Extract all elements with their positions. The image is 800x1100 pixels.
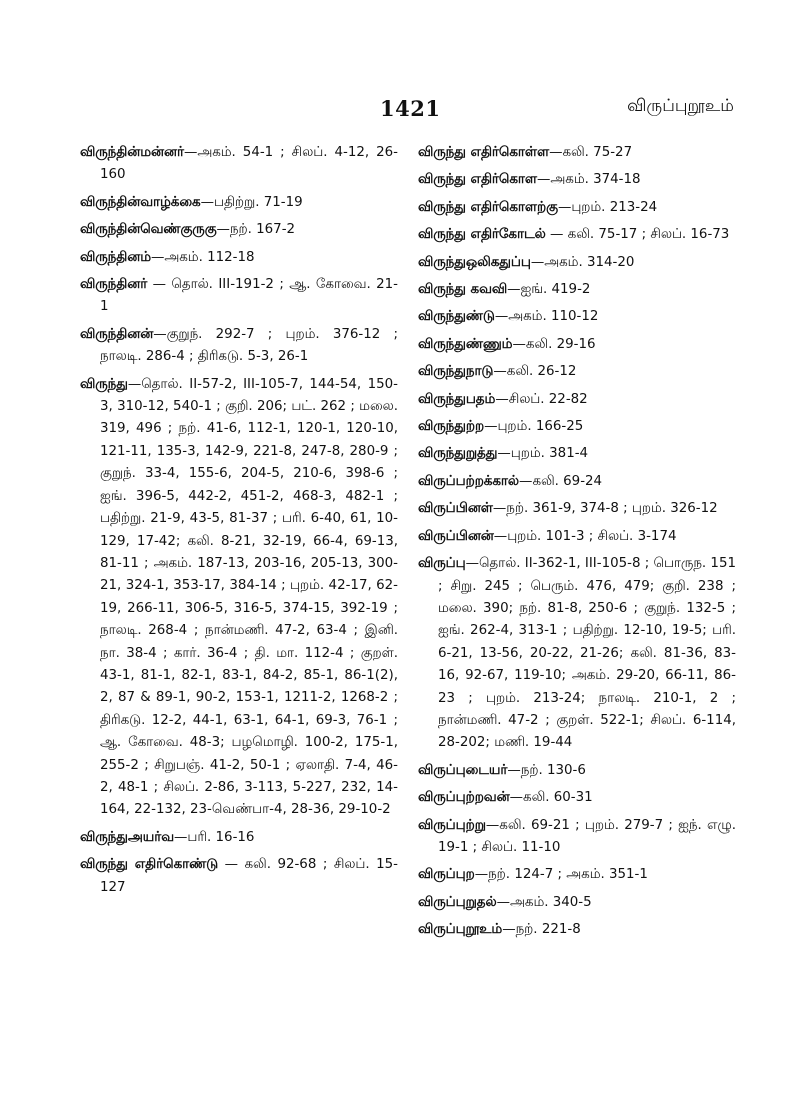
entry-references: —தொல். II-57-2, III-105-7, 144-54, 150-3, 310-12, 540-1 ; குறி. 206; பட். 262 ; மலை. 319, 496 ; நற். 41-6, 112-1, 120-1, 120-10, 121-11, 135-3, 142-9, 221-8, 247-8, 280-9 ; குறுந். 33-4, 155-6, 204-5, 210-6, 398-6 ; ஐங். 396-5, 442-2, 451-2, 468-3, 482-1 ; பதிற்று. 21-9, 43-5, 81-37 ; பரி. 6-40, 61, 10-129, 17-42; கலி. 8-21, 32-19, 66-4, 69-13, 81-11 ; அகம். 187-13, 203-16, 205-13, 300-21, 324-1, 353-17, 384-14 ; புறம். 42-17, 62-19, 266-11, 306-5, 316-5, 374-15, 392-19 ; நாலடி. 268-4 ; நான்மணி. 47-2, 63-4 ; இனி. நா. 38-4 ; கார். 36-4 ; தி. மா. 112-4 ; குறள். 43-1, 81-1, 82-1, 83-1, 84-2, 85-1, 86-1(2), 2, 87 & 89-1, 90-2, 153-1, 1211-2, 1268-2 ; திரிகடு. 12-2, 44-1, 63-1, 64-1, 69-3, 76-1 ; ஆ. கோவை. 48-3; பழமொழி. 100-2, 175-1, 255-2 ; சிறுபஞ். 41-2, 50-1 ; ஏலாதி. 7-4, 46-2, 48-1 ; சிலப். 2-86, 3-113, 5-227, 232, 14-164, 22-132, 23-வெண்பா-4, 28-36, 29-10-2: [100, 376, 398, 818]
entry-headword: விருந்துபதம்: [418, 391, 496, 407]
left-column: [80, 142, 398, 904]
entry-references: —பதிற்று. 71-19: [200, 194, 303, 210]
entry-references: —புறம். 381-4: [497, 446, 589, 462]
index-entry: [80, 374, 398, 822]
entry-references: —கலி. 29-16: [512, 336, 596, 352]
entry-references: —புறம். 101-3 ; சிலப். 3-174: [493, 528, 677, 544]
entry-headword: விருப்பற்றக்கால்: [418, 473, 520, 489]
entry-headword: விருந்துநாடு: [418, 364, 494, 380]
entry-headword: விருந்து எதிர்கொள்ள: [418, 145, 550, 160]
index-entry: [418, 864, 736, 886]
index-entry: [418, 142, 736, 164]
index-entry: [418, 443, 736, 465]
entry-headword: விருந்தின்மன்னர்: [80, 145, 184, 160]
entry-headword: விருந்து கவவி: [418, 282, 508, 298]
index-entry: [80, 247, 398, 269]
index-entry: [418, 760, 736, 782]
entry-headword: விருந்தின்வாழ்க்கை: [80, 194, 201, 210]
index-entry: [80, 192, 398, 214]
entry-headword: விருந்து எதிர்கொள: [418, 172, 537, 188]
index-entry: [418, 416, 736, 438]
index-entry: [418, 526, 736, 548]
entry-references: —கலி. 75-27: [549, 145, 633, 160]
entry-headword: விருப்பு: [418, 556, 466, 572]
entry-references: —நற். 167-2: [216, 222, 296, 238]
entry-references: —குறுந். 292-7 ; புறம். 376-12 ; நாலடி. 286-4 ; திரிகடு. 5-3, 26-1: [100, 326, 398, 365]
entry-headword: விருந்துறுத்து: [418, 446, 498, 462]
index-entry: [80, 274, 398, 319]
entry-references: —நற். 361-9, 374-8 ; புறம். 326-12: [492, 501, 718, 517]
entry-references: — கலி. 75-17 ; சிலப். 16-73: [545, 227, 730, 243]
entry-references: —கலி. 60-31: [509, 790, 593, 806]
entry-headword: விருந்தினர்: [80, 277, 148, 293]
entry-headword: விருந்து: [80, 376, 128, 392]
entry-headword: விருப்புற்றவன்: [418, 790, 510, 806]
index-entry: [418, 169, 736, 191]
index-entry: [80, 219, 398, 241]
entry-headword: விருப்பினன்: [418, 528, 494, 544]
index-entry: [418, 252, 736, 274]
entry-headword: விருப்புறூஉம்: [418, 922, 503, 938]
index-entry: [80, 854, 398, 899]
entry-headword: விருந்துஒலிகதுப்பு: [418, 254, 531, 270]
entry-headword: விருந்துற்ற: [418, 419, 485, 435]
index-entry: [418, 334, 736, 356]
entry-headword: விருந்துண்ணும்: [418, 336, 513, 352]
entry-headword: விருப்புடையர்: [418, 762, 508, 778]
entry-references: —நற். 221-8: [502, 922, 581, 938]
entry-references: — கலி. 92-68 ; சிலப். 15-127: [100, 857, 399, 895]
entry-headword: விருப்புற: [418, 867, 475, 883]
index-entry: [418, 471, 736, 493]
entry-references: —அகம். 110-12: [494, 309, 599, 325]
index-entry: [418, 498, 736, 520]
index-entry: [80, 827, 398, 849]
entry-references: —நற். 130-6: [507, 762, 586, 778]
entry-references: —அகம். 374-18: [537, 172, 641, 188]
entry-headword: விருந்துஅயர்வ: [80, 829, 175, 845]
entry-references: —புறம். 213-24: [557, 199, 658, 215]
entry-headword: விருந்துண்டு: [418, 309, 495, 325]
right-column: [418, 142, 736, 947]
entry-references: —கலி. 69-21 ; புறம். 279-7 ; ஐந். எழு. 19-1 ; சிலப். 11-10: [438, 817, 736, 855]
index-entry: [418, 306, 736, 328]
entry-headword: விருந்தினன்: [80, 326, 154, 342]
running-head: விருப்புறூஉம்: [627, 96, 734, 116]
entry-references: —பரி. 16-16: [174, 829, 255, 845]
entry-headword: விருந்தினம்: [80, 249, 151, 265]
index-entry: [418, 197, 736, 219]
entry-headword: விருந்து எதிர்கோடல்: [418, 227, 546, 243]
index-entry: [418, 919, 736, 941]
index-entry: [418, 815, 736, 860]
index-entry: [418, 892, 736, 914]
entry-references: —கலி. 26-12: [493, 364, 577, 380]
entry-headword: விருப்புற்று: [418, 817, 486, 833]
entry-references: —ஐங். 419-2: [507, 282, 591, 298]
entry-references: —புறம். 166-25: [484, 419, 584, 435]
entry-references: —அகம். 112-18: [150, 249, 255, 265]
index-entry: [80, 324, 398, 369]
index-entry: [418, 553, 736, 755]
entry-references: —சிலப். 22-82: [495, 391, 588, 407]
entry-references: —அகம். 54-1 ; சிலப். 4-12, 26-160: [100, 145, 398, 183]
page-number: 1421: [380, 96, 441, 121]
index-entry: [418, 361, 736, 383]
index-entry: [418, 389, 736, 411]
entry-headword: விருப்பினள்: [418, 501, 493, 517]
entry-headword: விருந்து எதிர்கொளற்கு: [418, 199, 558, 215]
index-entry: [418, 224, 736, 246]
entry-references: —கலி. 69-24: [519, 473, 603, 489]
entry-headword: விருந்தின்வெண்குருகு: [80, 222, 217, 238]
index-entry: [418, 279, 736, 301]
entry-headword: விருப்புறுதல்: [418, 894, 497, 910]
entry-references: —அகம். 314-20: [530, 254, 635, 270]
entry-references: —நற். 124-7 ; அகம். 351-1: [474, 867, 648, 883]
index-entry: [80, 142, 398, 187]
entry-headword: விருந்து எதிர்கொண்டு: [80, 857, 219, 873]
entry-references: —தொல். II-362-1, III-105-8 ; பொருந. 151 ; சிறு. 245 ; பெரும். 476, 479; குறி. 238 ; மலை. 390; நற். 81-8, 250-6 ; குறுந். 132-5 ; ஐங். 262-4, 313-1 ; பதிற்று. 12-10, 19-5; பரி. 6-21, 13-56, 20-22, 21-26; கலி. 81-36, 83-16, 92-67, 119-10; அகம். 29-20, 66-11, 86-23 ; புறம். 213-24; நாலடி. 210-1, 2 ; நான்மணி. 47-2 ; குறள். 522-1; சிலப். 6-114, 28-202; மணி. 19-44: [438, 556, 736, 751]
entry-references: — தொல். III-191-2 ; ஆ. கோவை. 21-1: [100, 277, 398, 315]
entry-references: —அகம். 340-5: [496, 894, 592, 910]
index-entry: [418, 787, 736, 809]
